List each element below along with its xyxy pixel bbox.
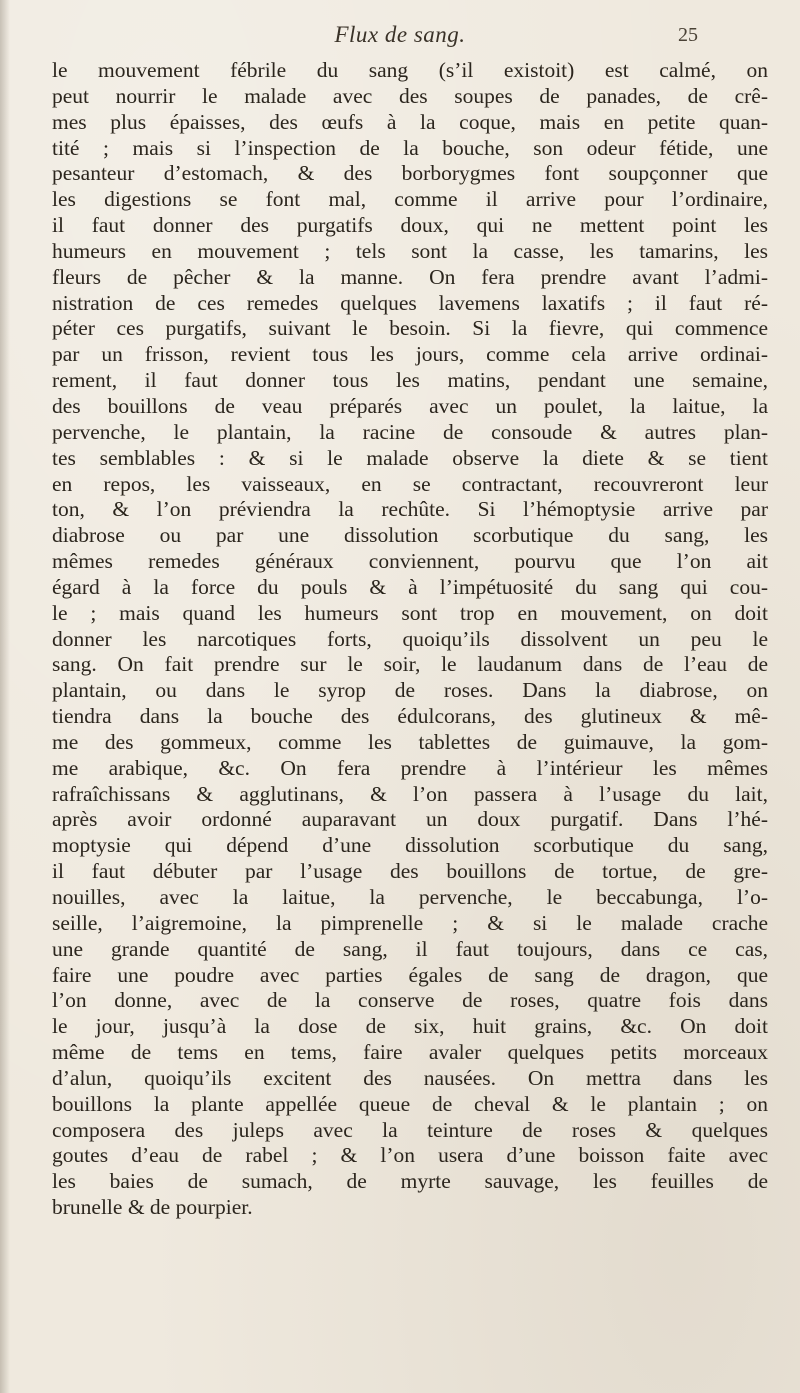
text-line: une grande quantité de sang, il faut toujours, dans ce cas, [52, 936, 768, 961]
text-line: moptysie qui dépend d’une dissolution scorbutique du sang, [52, 833, 768, 858]
text-line: diabrose ou par une dissolution scorbutique du sang, les [52, 523, 768, 548]
text-line: humeurs en mouvement ; tels sont la casse, les tamarins, les [52, 238, 768, 263]
text-line: bouillons la plante appellée queue de cheval & le plantain ; on [52, 1091, 768, 1116]
text-line: en repos, les vaisseaux, en se contractant, recouvreront leur [52, 471, 768, 496]
text-line: me arabique, &c. On fera prendre à l’intérieur les mêmes [52, 755, 768, 780]
text-line: rement, il faut donner tous les matins, pendant une semaine, [52, 368, 768, 393]
text-line: il faut donner des purgatifs doux, qui ne mettent point les [52, 213, 768, 238]
text-line: le jour, jusqu’à la dose de six, huit grains, &c. On doit [52, 1014, 768, 1039]
text-line: brunelle & de pourpier. [52, 1195, 253, 1220]
text-line: plantain, ou dans le syrop de roses. Dans la diabrose, on [52, 678, 768, 703]
text-line: sang. On fait prendre sur le soir, le laudanum dans de l’eau de [52, 652, 768, 677]
text-line: donner les narcotiques forts, quoiqu’ils dissolvent un peu le [52, 626, 768, 651]
text-line: tes semblables : & si le malade observe la diete & se tient [52, 445, 768, 470]
body-text [52, 58, 768, 1221]
text-line: seille, l’aigremoine, la pimprenelle ; & si le malade crache [52, 910, 768, 935]
text-line: faire une poudre avec parties égales de sang de dragon, que [52, 962, 768, 987]
text-line: ton, & l’on préviendra la rechûte. Si l’hémoptysie arrive par [52, 497, 768, 522]
text-line: rafraîchissans & agglutinans, & l’on passera à l’usage du lait, [52, 781, 768, 806]
binding-shadow [0, 0, 10, 1393]
text-line: mêmes remedes généraux conviennent, pourvu que l’on ait [52, 549, 768, 574]
text-line: il faut débuter par l’usage des bouillons de tortue, de gre- [52, 859, 768, 884]
text-line: pervenche, le plantain, la racine de consoude & autres plan- [52, 419, 768, 444]
text-line: composera des juleps avec la teinture de roses & quelques [52, 1117, 768, 1142]
text-line: tiendra dans la bouche des édulcorans, des glutineux & mê- [52, 704, 768, 729]
text-line: fleurs de pêcher & la manne. On fera prendre avant l’admi- [52, 264, 768, 289]
text-line: nistration de ces remedes quelques lavemens laxatifs ; il faut ré- [52, 290, 768, 315]
text-line: l’on donne, avec de la conserve de roses, quatre fois dans [52, 988, 768, 1013]
text-line: le mouvement fébrile du sang (s’il existoit) est calmé, on [52, 58, 768, 82]
text-line: après avoir ordonné auparavant un doux purgatif. Dans l’hé- [52, 807, 768, 832]
text-line: goutes d’eau de rabel ; & l’on usera d’une boisson faite avec [52, 1143, 768, 1168]
text-line: des bouillons de veau préparés avec un poulet, la laitue, la [52, 393, 768, 418]
text-line: pesanteur d’estomach, & des borborygmes font soupçonner que [52, 161, 768, 186]
text-line: même de tems en tems, faire avaler quelques petits morceaux [52, 1040, 768, 1065]
text-line: me des gommeux, comme les tablettes de guimauve, la gom- [52, 729, 768, 754]
text-line: les digestions se font mal, comme il arrive pour l’ordinaire, [52, 187, 768, 212]
running-title: Flux de sang. [334, 22, 466, 47]
text-line: égard à la force du pouls & à l’impétuosité du sang qui cou- [52, 574, 768, 599]
page-number: 25 [678, 24, 698, 46]
text-line: d’alun, quoiqu’ils excitent des nausées. On mettra dans les [52, 1065, 768, 1090]
text-line: peut nourrir le malade avec des soupes de panades, de crê- [52, 83, 768, 108]
text-line: par un frisson, revient tous les jours, comme cela arrive ordinai- [52, 342, 768, 367]
text-line: le ; mais quand les humeurs sont trop en mouvement, on doit [52, 600, 768, 625]
text-line: mes plus épaisses, des œufs à la coque, mais en petite quan- [52, 109, 768, 134]
running-head [0, 0, 800, 56]
text-line: péter ces purgatifs, suivant le besoin. Si la fievre, qui commence [52, 316, 768, 341]
text-line: nouilles, avec la laitue, la pervenche, le beccabunga, l’o- [52, 885, 768, 909]
text-line: tité ; mais si l’inspection de la bouche, son odeur fétide, une [52, 135, 768, 160]
text-line: les baies de sumach, de myrte sauvage, les feuilles de [52, 1169, 768, 1194]
